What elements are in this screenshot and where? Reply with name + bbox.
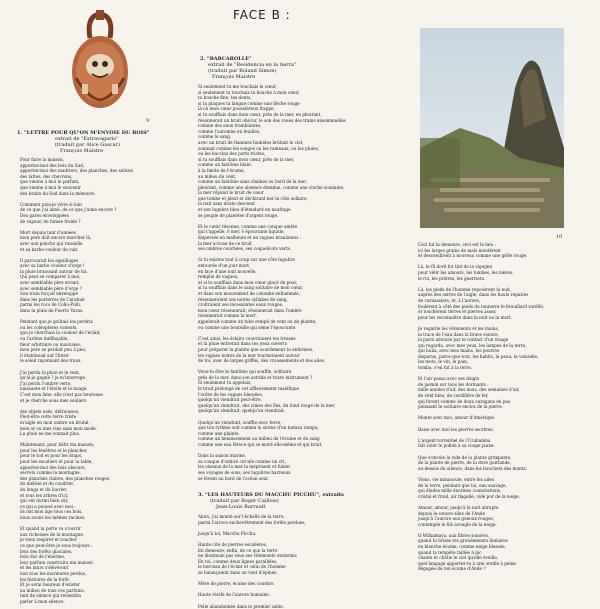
poem2-reader: François Maistre bbox=[212, 74, 256, 80]
poem2-heading: 2. "BARCAROLLE" bbox=[200, 56, 252, 62]
vase-number: 9 bbox=[146, 118, 150, 124]
vase-illustration bbox=[68, 8, 132, 112]
poem2-text: Si seulement tu me touchais le cœur, si seulement tu touchais ta bouche à mon cœur, ta bouche fine, tes dents, si ta plaques ta langue comme une flèche rouge là où mon cœur poussiéreux frappe, si tu soufflais dans mon cœur, près de la mer, en pleurant, résonnerait un bruit obscur, le son des roues des trains ensommeillés comme des eaux tremblantes, comme l'automne en feuilles, comme le sang, avec un bruit de flammes humides brûlant le ciel, sonnant comme les songes ou les rameaux, ou les pluies, ou les buccins des ports tristes, si tu soufflais dans mon cœur, près de la mer, comme un fantôme blanc à la limite de l'écume, au milieu du vent, comme un fantôme sans chaînes au bord de la mer, pleurant, comme une absence étendue, comme une cloche soudaine, la mer répand le bruit de cœur que tombe et pleut et déchirant ner la côte sollaire, la nuit sans doute descend et son lugubre bleu d'étendard en naufrage se peuple de planètes d'argent rouge. Et le cœur résonne, comme une conque amère qui t'appelle, ô mer, ô épouvante liquide, dispersée en malheurs et en vagues branlantes : la mer accuse de ce bruit ses ombres couchées, ses coquelicots verts. Si tu existes tout à coup sur une côte lugubre entourée d'un jour mort, en face d'une nuit nouvelle, remplie de vagues, et si tu soufflais dans mon cœur glacé de peur, si tu soufflais dans le sang solitaire de mon cœur, et dans son mouvement de colombe enflammée, résonneraient ses noires syllabes de sang, croîtraient ses incessantes eaux rouges, mon cœur résonnerait, résonnerait dans l'ombre résonnerait comme la mort, appelerait comme un tube rempli de vent ou de plainte, ou comme une bouteille qui sème l'épouvante. C'est ainsi, les éclairs couvriraient tes tresses et la pluie entrerait dans tes yeux ouverts pour préparer la plainte que sourdement tu enfermes, les vagues noires de la mer tourneraient autour de toi, avec de larges griffes, des croassements et des ailes. Veux-tu être le fantôme qui souffle, solitaire près de la mer, dans son astride et triste instrument ? Si seulement tu appelais, le bruit prolongé de cet affleurement maléfique l'ordre de tes vagues blessées, quelqu'un viendrait peut-être, quelqu'un viendrait, des cimes des îles, du fond rouge de la mer, quelqu'un viendrait, quelqu'un viendrait. Quelqu'un viendrait, souffle avec force, que ton rythme soit comme la sirène d'un bateau rompu, comme une plainte, comme un hennissement au milieu de l'écume et du sang comme une eau féroce qui se mord elle-même et qui bruit. Dans la saison marine, sa conque d'ombre circule comme un cri, les oiseaux de la mer la méprisent et fuient ses voyages de sons, ses lugubres barreaux se lèvent au bord de l'océan seul. bbox=[198, 84, 346, 481]
poem3-continued-text: Ceci fut la demeure, ceci est le lieu : ici les larges grains de maïs montèrent et descendirent à nouveau comme une grêle rouge. Là, le fil doré fut tiré de la vigogne pour vêtir les amours, les tombes, les mères, le roi, les prières, les guerriers. Là, les pieds de l'homme reposèrent la nuit, auprès des serres de l'aigle, dans les hauts repaires de carnassiers, et, à l'aurore, foulèrent à côté des pieds du tonnerre le brouillard raréfié, et touchèrent terres et pierres assez pour les reconnaître dans la nuit ou la mort. Je regarde les vêtements et les mains, la trace de l'eau dans la brave sonore, la paroi adoucie par le contact d'un visage qui regarda, avec mes yeux, les lampes de la terre, qui huila, avec mes mains, les poutres disparus, parce que tout, les habits, la peau, la vaisselle, les mots, le vin, le pain, tomba, s'en fut à la terre. Et l'air passa avec ses doigts de jasmin sur tous les dormants : mille années d'air, des mois, des semaines d'air, de vent bleu, de cordillère de fer, qui furent comme de doux ouragans de pas polissant le solitaire enclos de la pierre. Monte avec moi, amour d'Amérique. Baise avec moi les pierres secrètes. L'argent torrentiel de l'Urubamba fait voler le pollen à sa coupe jaune. Que s'envole la vide de la plante grimpante, de la plante de pierre, de la dure guirlande, au-dessus du silence, dans les boucliers des monts. Viens, vie minuscule, entre les ailes de la terre, pendant que toi, eau sauvage, qui éludes mille énormes connotations, cristal et froid, air flagellé, vidé pur de la neige. Amour, amour, jusqu'à la nuit abrupte depuis le sonore silex de l'Ande jusqu'à l'aurore aux genoux rouges, contemple le fils aveugle de la neige. O Wilkamayu, aux fibres sonores, quand tu brises tes grondements linéaires en blanche écume, comme neige blessée, quand ta tempête taillée à pic chante et châtie le ciel qu'elle éveille, quel langage apportes-tu à une oreille à peine dégagée de ton écume d'Ande ? bbox=[418, 242, 545, 572]
poem1-text: Pour faire la maison, apportez-moi des bois du Sud, apportez-moi des madriers, des planches, des solives des lattes, des chevrons, que vienne à moi le parfum, que vienne à moi le souvenir des bruits du Sud dans la mémoire. Comment puis-je vivre si loin de ce que j'ai aimé, de ce que j'aime encore ? Des gares enveloppées de vapeur, de fumée froide ? Mort depuis tant d'années mon père doit encore marcher là, avec son poncho qui ruisselle et sa barbe couleur de cuir. Il parcourait les aiguillages avec sa barbe couleur d'orge ! la pluie brusssant autour de lui. Qui peut se comparer à moi, avec semblable père errant, avec semblable père d'orge ? Son train forçait enveloppé dans les parterres de Carahué parmi les rocs de Collo-Pulli, dans la pluie de Puerto Varas. Pendant que je goûtais les perdrix ou les coléoptères violents, que je cherchais la couleur de l'éclair, ou l'arôme inéffaçable, fleur arbitraire ou mauvaise, mon père se perdait peu à peu, il établissait sur l'hiver le soleil rayonnant des traux. J'ai perdu la pluie et le vent, qu'ai-je gagné ? je m'interroge. J'ai perdu l'ombre verte, naissante et l'étoile et le nuage. C'est mon âme, elle n'est pas heureuse et je cherche sous mes souliers des objets usés, détrousses, Peut-être cette terre triste m'aigle en mon ombre un brutal, mon or ou mes vins sans mon mode. La pluie ne me connait plus. Maintenant, pour bâtir ma maison, pour les fenêtres et le plancher, pour le toit et pour les draps, pour les escaliers et pour la table, apportez-moi des bois obscurs, secrets comme la montagne, des planches claires, des planches rouges, du mélèze et du coudrier, du lenga et du laurier, et tous les arbres d'ici, qui ont dormi bien sûr, ce qui a poussé avec moi : ils ont mon âge tous ces bois, nous avons les mêmes racines. Et quand la porte va s'ouvrir aux richesses de la montagne, je veux respirer et toucher ce que peut-être je sous toujours : bois des forêts glaciales, bois dur de l'énorme, leur parfum construira ma maison et les murs s'élèveront non tous les murmures perdus, les histoires de la forêt. Et je serai heureux d'exister au milieu de tous ces parfums, tant de silence qui reviendra parler à mon silence. bbox=[20, 157, 133, 604]
machu-picchu-photo bbox=[420, 28, 564, 228]
poem3-reader: Jean-Louis Barrault bbox=[216, 504, 266, 510]
face-title: FACE B : bbox=[233, 8, 291, 22]
poem1-reader: François Maistre bbox=[60, 148, 104, 154]
mountain-illustration bbox=[420, 28, 564, 228]
photo-number: 10 bbox=[556, 234, 563, 240]
poem3-text: Alors, j'ai monté sur l'échelle de la terre, parmi l'atroce enchevêtrement des forêts perdues, jusqu'à toi, Macchu Picchu. Haute cité de pierres escalières, En demeure, enfin, de ce que la terre ne dissimule pas sous ses vêtements endormis En toi, comme deux lignes parallèles, le berceau de l'éclair et celui de l'homme se balançaient dans un vent d'épines. Mère de pierre, écume des condors Haute récife de l'aurore humaine. Pelle abandonnée dans le premier sable. bbox=[198, 514, 306, 609]
poem2-source: extrait de "Residencia en la tierra" bbox=[208, 62, 297, 68]
poem3-translator: (traduit par Roger Caillois) bbox=[210, 498, 279, 504]
poem2-translator: (traduit par Roland Simon) bbox=[208, 68, 277, 74]
poem1-source: extrait de "Extravagario" bbox=[55, 136, 119, 142]
poem3-heading: 3. "LES HAUTEURS DU MACCHU PICCHU", extraits bbox=[198, 492, 344, 498]
poem1-heading: 1. "LETTRE POUR QU'ON M'ENVOIE DU BOIS" bbox=[17, 130, 150, 136]
poem1-translator: (traduit par Alice Gascar) bbox=[55, 142, 120, 148]
vase-image bbox=[68, 8, 132, 112]
